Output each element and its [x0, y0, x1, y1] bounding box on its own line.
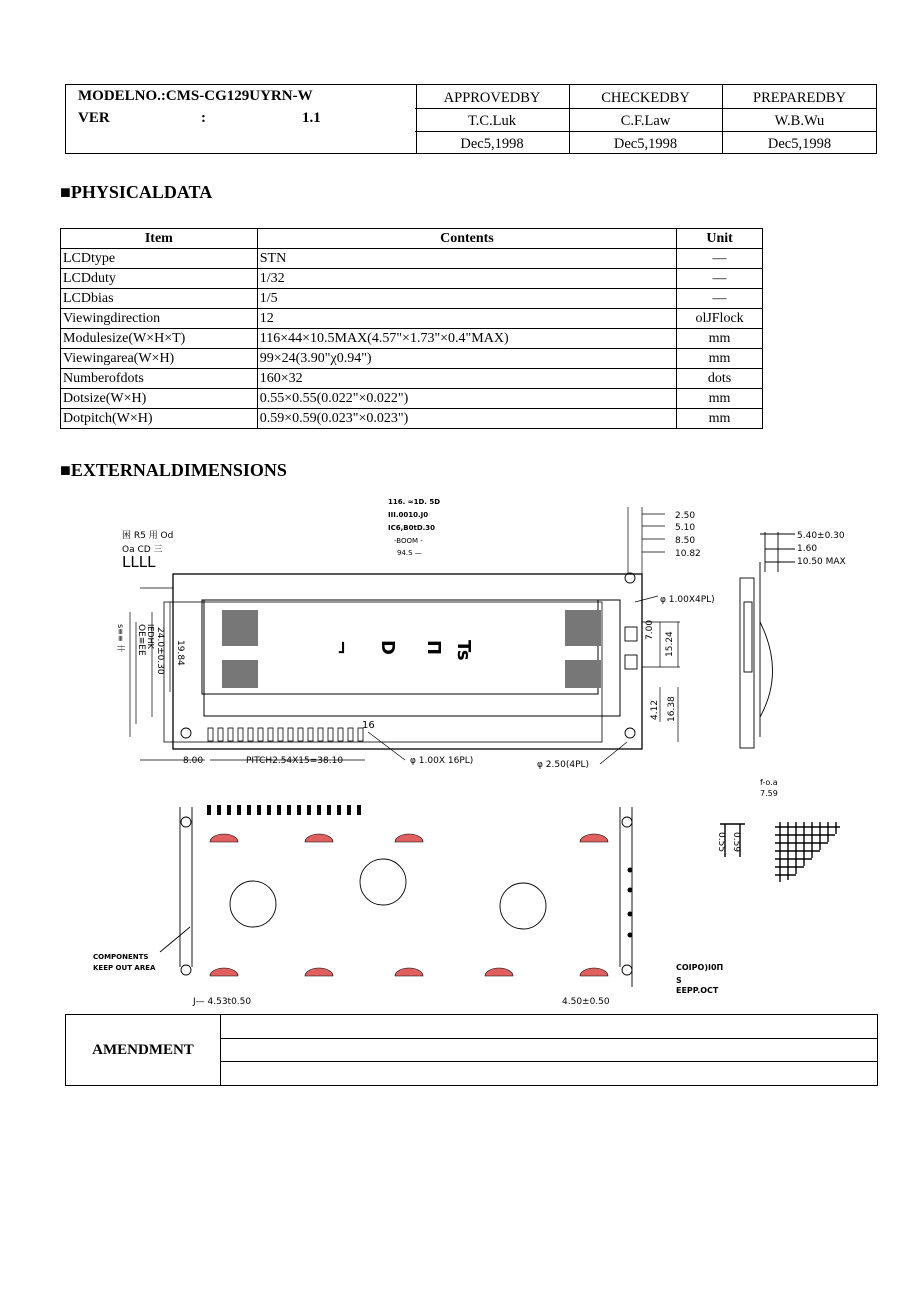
- left-vert-dim-2: 19.84: [175, 640, 185, 666]
- row-unit: mm: [677, 389, 763, 409]
- model-label: MODELNO.:CMS-CG129UYRN-W: [78, 88, 313, 104]
- back-view-pins: [207, 805, 633, 938]
- lcd-corner-hatch: [222, 610, 601, 688]
- lcd-mark-4: ¬: [331, 640, 352, 656]
- dimension-drawing: [60, 492, 860, 1007]
- right-dim-1: 2.50: [675, 511, 696, 521]
- bottom-left-dim: J— 4.53t0.50: [193, 997, 252, 1007]
- bottom-dim-1: 8.00: [183, 756, 204, 766]
- row-contents: STN: [257, 249, 676, 269]
- row-unit: dots: [677, 369, 763, 389]
- prepared-date: Dec5,1998: [767, 136, 832, 152]
- lcd-mark-2: П: [423, 640, 444, 656]
- approved-title: APPROVEDBY: [443, 90, 541, 106]
- amendment-rule: [220, 1061, 877, 1062]
- left-vert-dim-5: s≡≡ 卄: [116, 624, 125, 653]
- side-dim-2: 1.60: [797, 544, 818, 554]
- row-contents: 12: [257, 309, 676, 329]
- row-item: Dotpitch(W×H): [61, 409, 258, 429]
- components-label-1: COMPONENTS: [93, 953, 149, 961]
- row-item: LCDduty: [61, 269, 258, 289]
- checked-name: C.F.Law: [620, 113, 671, 129]
- components-label-2: KEEP OUT AREA: [93, 964, 156, 972]
- left-vert-dim-1: 24.0±0.30: [155, 627, 165, 675]
- mounting-holes: [181, 573, 637, 738]
- table-row: [61, 409, 763, 429]
- col-header-unit: Unit: [677, 229, 763, 249]
- table-row: [61, 249, 763, 269]
- table-row: [61, 269, 763, 289]
- side-dim-1: 5.40±0.30: [797, 531, 845, 541]
- dot-dim-1: 0.55: [716, 832, 726, 853]
- right-note-1: COIPO)I0П: [676, 963, 724, 972]
- right-dim-2: 5.10: [675, 523, 696, 533]
- pin-label: 16: [362, 720, 375, 731]
- physical-data-table: [60, 228, 763, 429]
- row-unit: mm: [677, 349, 763, 369]
- row-contents: 160×32: [257, 369, 676, 389]
- left-note-2: Oa CD 三: [122, 545, 163, 555]
- row-item: Modulesize(W×H×T): [61, 329, 258, 349]
- approved-name: T.C.Luk: [467, 113, 517, 129]
- external-dimensions-heading: ■EXTERNALDIMENSIONS: [60, 460, 287, 480]
- table-row: [61, 309, 763, 329]
- top-dim-2: III.0010.J0: [388, 511, 429, 519]
- left-vert-dim-3: OE≡EE: [136, 624, 146, 656]
- row-contents: 1/32: [257, 269, 676, 289]
- side-view: [740, 532, 795, 748]
- row-contents: 99×24(3.90"χ0.94"): [257, 349, 676, 369]
- bottom-right-dim: 4.50±0.50: [562, 997, 610, 1007]
- dot-note-2: 7.59: [760, 789, 778, 798]
- checked-date: Dec5,1998: [613, 136, 678, 152]
- row-unit: —: [677, 269, 763, 289]
- table-row: [61, 349, 763, 369]
- row-item: Numberofdots: [61, 369, 258, 389]
- row-unit: —: [677, 249, 763, 269]
- row-item: Viewingarea(W×H): [61, 349, 258, 369]
- prepared-title: PREPAREDBY: [753, 90, 846, 106]
- row-unit: olJFlock: [677, 309, 763, 329]
- approved-date: Dec5,1998: [460, 136, 524, 152]
- row-contents: 0.55×0.55(0.022"×0.022"): [257, 389, 676, 409]
- right-note-2: S: [676, 976, 682, 985]
- right-note-3: EEPP.OCT: [676, 986, 719, 995]
- bottom-dim-3: φ 1.00X 16PL): [410, 756, 474, 766]
- right-dim-3: 8.50: [675, 536, 696, 546]
- row-unit: mm: [677, 409, 763, 429]
- col-header-contents: Contents: [257, 229, 676, 249]
- bottom-dim-2: PITCH2.54X15=38.10: [246, 756, 344, 766]
- row-contents: 116×44×10.5MAX(4.57"×1.73"×0.4"MAX): [257, 329, 676, 349]
- top-dim-5: 94.S —: [397, 549, 422, 557]
- left-note-1: 困 R5 用 Od: [122, 531, 174, 541]
- row-contents: 1/5: [257, 289, 676, 309]
- ver-colon: :: [201, 110, 206, 126]
- pin-row: [208, 728, 363, 741]
- checked-title: CHECKEDBY: [601, 90, 690, 106]
- row-item: LCDbias: [61, 289, 258, 309]
- side-dim-3: 10.50 MAX: [797, 557, 846, 567]
- physical-data-heading: ■PHYSICALDATA: [60, 182, 213, 202]
- amendment-rule: [220, 1038, 877, 1039]
- row-item: Viewingdirection: [61, 309, 258, 329]
- dot-dim-2: 0.59: [731, 832, 741, 853]
- left-note-3: LLLL: [122, 553, 156, 571]
- amendment-block: [65, 1014, 878, 1086]
- lower-right-dim-2: 16.38: [667, 696, 677, 722]
- top-dim-3: IC6,B0tD.30: [388, 524, 436, 532]
- model-info: [66, 85, 417, 153]
- lcd-mark-3: D: [377, 640, 398, 655]
- row-item: LCDtype: [61, 249, 258, 269]
- table-row: [61, 329, 763, 349]
- row-item: Dotsize(W×H): [61, 389, 258, 409]
- left-vert-dim-4: IEDHK: [146, 624, 155, 649]
- prepared-name: W.B.Wu: [774, 113, 825, 129]
- ver-value: 1.1: [302, 110, 321, 126]
- row-unit: —: [677, 289, 763, 309]
- amendment-label: AMENDMENT: [66, 1015, 221, 1085]
- lower-right-dim-1: 4.12: [650, 699, 660, 720]
- top-dim-4: -BOOM -: [394, 537, 423, 545]
- right-dim-4: 10.82: [675, 549, 701, 559]
- back-view: [160, 807, 632, 987]
- table-row: [61, 389, 763, 409]
- bottom-dim-4: φ 2.50(4PL): [537, 760, 590, 770]
- table-header-row: [61, 229, 763, 249]
- table-row: [61, 289, 763, 309]
- ver-label: VER: [78, 110, 110, 126]
- top-dim-1: 116. ≈1D. 5D: [388, 498, 441, 506]
- back-view-pads: [210, 834, 608, 976]
- col-header-item: Item: [61, 229, 258, 249]
- dot-note-1: f-o.a: [760, 778, 778, 787]
- mid-right-dim-1: 7.00: [645, 619, 655, 640]
- row-unit: mm: [677, 329, 763, 349]
- lcd-mark-1: Ts: [453, 640, 474, 661]
- mid-right-dim-2: 15.24: [665, 631, 675, 657]
- table-row: [61, 369, 763, 389]
- row-contents: 0.59×0.59(0.023"×0.023"): [257, 409, 676, 429]
- hole-label: φ 1.00X4PL): [660, 595, 715, 605]
